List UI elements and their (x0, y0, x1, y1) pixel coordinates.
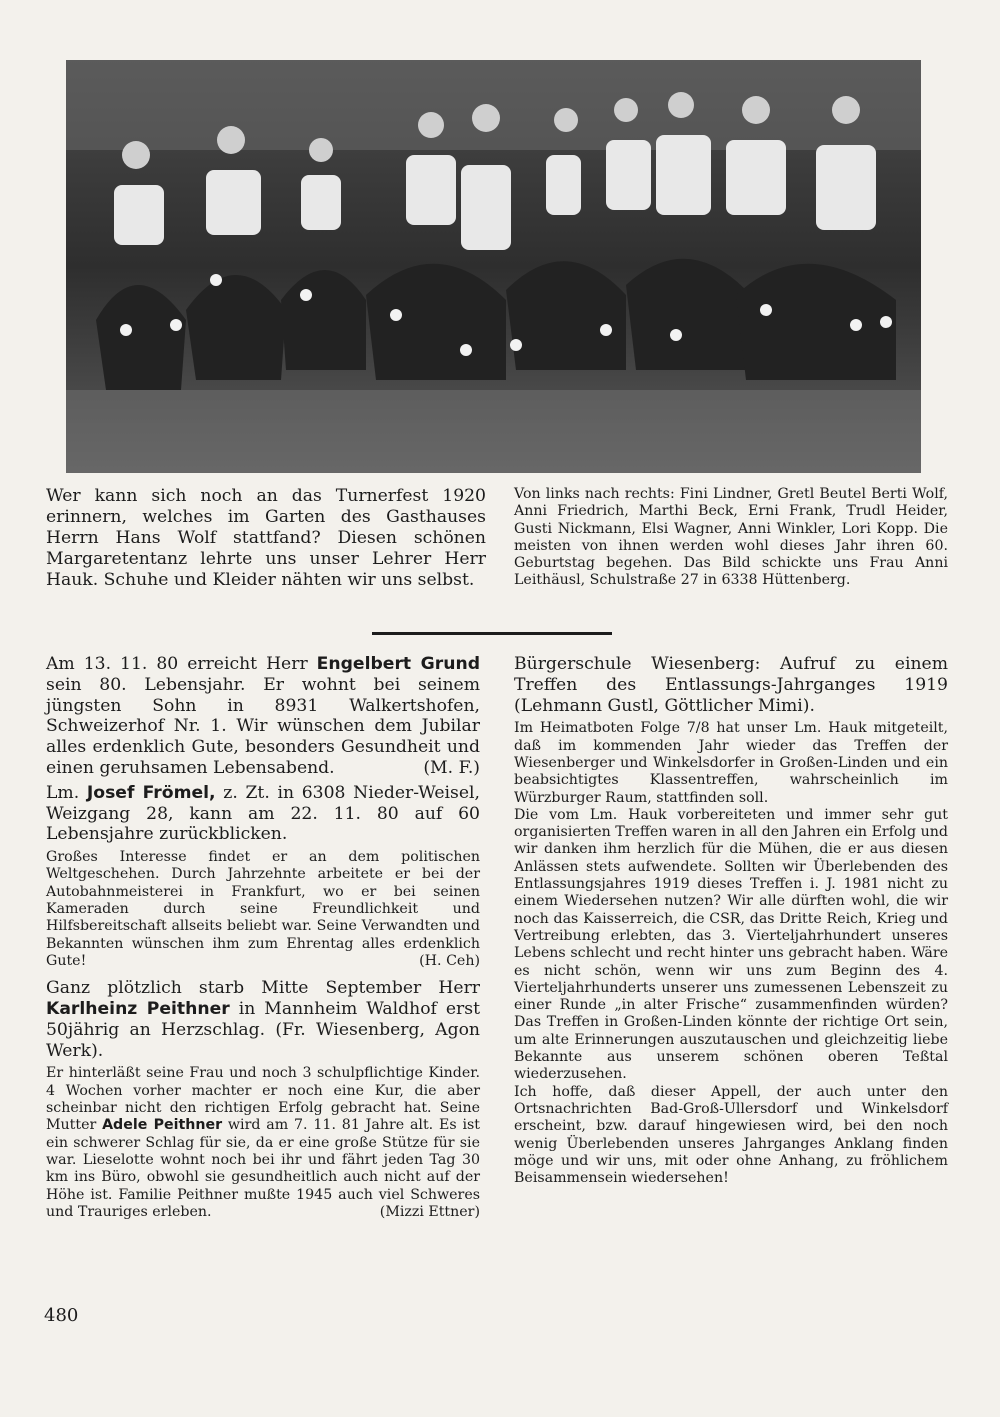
group-photo (66, 60, 921, 473)
notice-body: wird am 7. 11. 81 Jahre alt. Es ist ein schwerer Schlag für sie, da er eine große Stütze für sie war. Lieselotte wohnt noch bei ihr und fährt jeden Tag 30 km ins Büro, obwohl sie gesundheitlich auch nicht auf der Höhe ist. Familie Peithner mußte 1945 auch viel Schweres und Trauriges erleben. (46, 1117, 480, 1220)
signature: (M. F.) (423, 757, 480, 778)
notice-grund (46, 654, 480, 779)
notice-text: in Mannheim Waldhof erst 50jährig an Herzschlag. (Fr. Wiesenberg, Agon Werk). (46, 999, 480, 1061)
notice-text: z. Zt. in 6308 Nieder-Weisel, Weizgang 28, kann am 22. 11. 80 auf 60 Lebensjahre zurückblicken. (46, 782, 481, 845)
notice-text: sein 80. Lebensjahr. Er wohnt bei seinem jüngsten Sohn in 8931 Walkertshofen, Schweizerhof Nr. 1. Wir wünschen dem Jubilar alles erdenklich Gute, besonders Gesundheit und einen geruhsamen Lebensabend. (46, 674, 480, 778)
person-name: Adele Peithner (102, 1117, 223, 1134)
article-paragraph: Ich hoffe, daß dieser Appell, der auch unter den Ortsnachrichten Bad-Groß-Ullersdorf und Winkelsdorf erscheint, bzw. darauf hingewiesen wird, bei den noch wenig Überlebenden unseres Jahrganges Anklang finden möge und wir uns, mit oder ohne Anhang, zu fröhlichem Beisammensein wiedersehen! (514, 1083, 948, 1187)
caption-names: Von links nach rechts: Fini Lindner, Gretl Beutel Berti Wolf, Anni Friedrich, Marthi Beck, Erni Frank, Trudl Heider, Gusti Nickmann, Elsi Wagner, Anni Winkler, Lori Kopp. Die meisten von ihnen werden wohl dieses Jahr ihren 60. Geburtstag begehen. Das Bild schickte uns Frau Anni Leithäusl, Schulstraße 27 in 6338 Hüttenberg. (514, 486, 948, 589)
signature: (H. Ceh) (419, 952, 480, 969)
caption-text: Wer kann sich noch an das Turnerfest 1920 erinnern, welches im Garten des Gasthauses Herrn Hans Wolf stattfand? Diesen schönen Margaretentanz lehrte uns unser Lehrer Herr Hauk. Schuhe und Kleider nähten wir uns selbst. (46, 486, 486, 590)
notice-text: Lm. (46, 782, 87, 803)
left-column (46, 654, 480, 1221)
notice-body: Er hinterläßt seine Frau und noch 3 schulpflichtige Kinder. 4 Wochen vorher machter er noch eine Kur, die aber scheinbar nicht den richtigen Erfolg gebracht hat. Seine Mutter (46, 1065, 480, 1134)
article-paragraph: Im Heimatboten Folge 7/8 hat unser Lm. Hauk mitgeteilt, daß im kommenden Jahr wieder das Treffen der Wiesenberger und Winkelsdorfer in Großen-Linden und ein beabsichtigtes Klassentreffen, wahrscheinlich im Würzburger Raum, stattfinden soll. (514, 720, 948, 806)
article-heading: Bürgerschule Wiesenberg: Aufruf zu einem Treffen des Entlassungs-Jahrganges 1919 (Lehmann Gustl, Göttlicher Mimi). (514, 654, 948, 716)
person-name: Engelbert Grund (316, 654, 481, 674)
photo-caption-right (514, 486, 948, 590)
notice-text: Ganz plötzlich starb Mitte September Herr (46, 978, 480, 999)
article-paragraph: Die vom Lm. Hauk vorbereiteten und immer sehr gut organisierten Treffen waren in all den Jahren ein Erfolg und wir danken ihm herzlich für die Mühen, die er aus diesen Anlässen stets aufwendete. Sollten wir Überlebenden des Entlassungsjahres 1919 dieses Treffen i. J. 1981 nicht zu einem Wiedersehen nutzen? Wir alle dürften wohl, die wir noch das Kaisserreich, die CSR, das Dritte Reich, Krieg und Vertreibung erlebten, das 3. Vierteljahrhundert unseres Lebens schlecht und recht hinter uns gebracht haben. Wäre es nicht schön, wenn wir uns zum Beginn des 4. Vierteljahrhunderts unserer uns zumessenen Lebenszeit zu einer Runde „in alter Frische“ zusammenfinden würden? Das Treffen in Großen-Linden könnte der richtige Ort sein, um alte Erinnerungen auszutauschen und gleichzeitig liebe Bekannte aus unserem schönen oberen Teßtal wiederzusehen. (514, 806, 948, 1083)
person-name: Josef Frömel, (86, 782, 216, 803)
page-number: 480 (44, 1305, 79, 1326)
photo-caption-left (46, 486, 486, 591)
signature: (Mizzi Ettner) (379, 1203, 480, 1220)
right-column (514, 654, 948, 1187)
notice-peithner (46, 978, 480, 1221)
notice-body: Großes Interesse findet er an dem politischen Weltgeschehen. Durch Jahrzehnte arbeitete er bei der Autobahnmeisterei in Frankfurt, wo er bei seinen Kameraden durch seine Freundlichkeit und Hilfsbereitschaft allseits beliebt war. Seine Verwandten und Bekannten wünschen ihm zum Ehrentag alles erdenklich Gute! (46, 849, 480, 969)
group-photo-dancers-icon (66, 60, 921, 473)
notice-text: Am 13. 11. 80 erreicht Herr (46, 654, 317, 674)
section-divider (372, 632, 612, 635)
person-name: Karlheinz Peithner (46, 999, 230, 1020)
notice-froemel (46, 783, 480, 970)
